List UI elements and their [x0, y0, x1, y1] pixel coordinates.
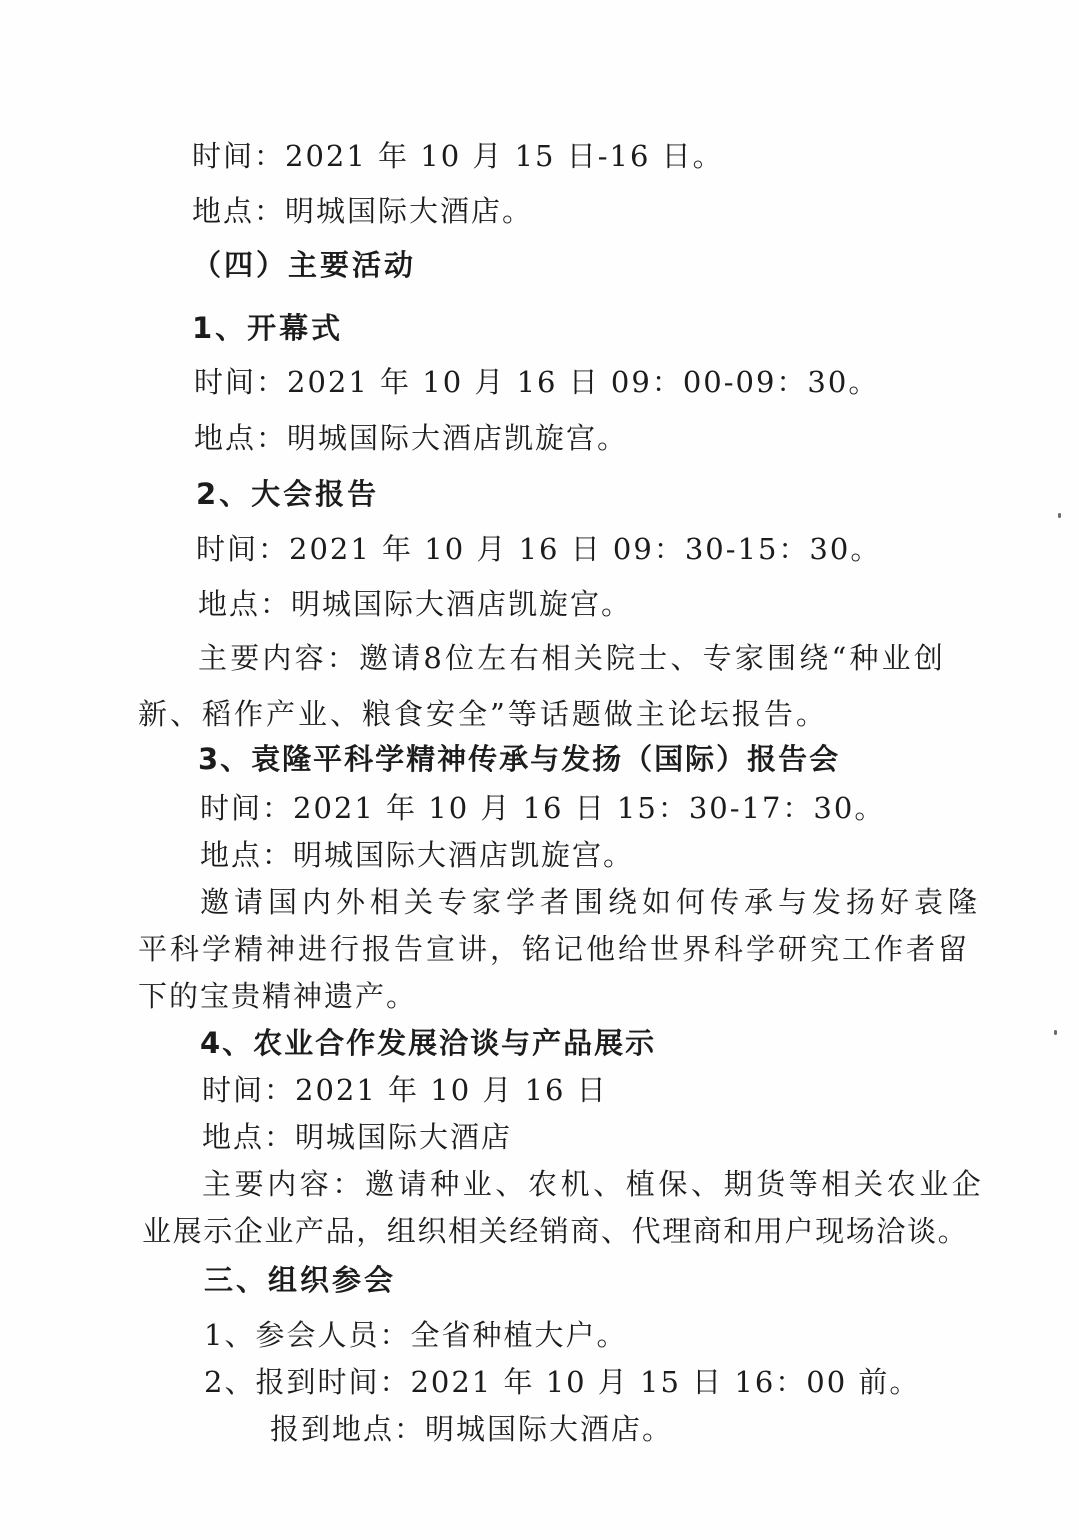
section-heading-attendance: 三、组织参会 — [204, 1263, 397, 1297]
activity-heading-cooperation: 4、农业合作发展洽谈与产品展示 — [200, 1026, 657, 1060]
attendance-participants: 1、参会人员：全省种植大户。 — [204, 1318, 628, 1352]
opening-time: 时间：2021 年 10 月 16 日 09：00-09：30。 — [194, 365, 880, 399]
attendance-registration-location: 报到地点：明城国际大酒店。 — [270, 1412, 674, 1446]
report-location: 地点：明城国际大酒店凯旋宫。 — [198, 587, 633, 621]
yuan-content-line-2: 平科学精神进行报告宣讲，铭记他给世界科学研究工作者留 — [138, 932, 971, 966]
activity-heading-report: 2、大会报告 — [196, 477, 380, 511]
event-location: 地点：明城国际大酒店。 — [192, 194, 534, 228]
scan-speck — [1058, 513, 1061, 518]
report-content-text-1: 主要内容：邀请8位左右相关院士、专家围绕“种业创 — [198, 641, 947, 675]
yuan-time: 时间：2021 年 10 月 16 日 15：30-17：30。 — [200, 791, 886, 825]
attendance-registration-time: 2、报到时间：2021 年 10 月 15 日 16：00 前。 — [204, 1365, 921, 1399]
section-heading-main-activities: （四）主要活动 — [192, 248, 417, 282]
cooperation-time: 时间：2021 年 10 月 16 日 — [202, 1073, 608, 1107]
report-content-line-2: 新、稻作产业、粮食安全”等话题做主论坛报告。 — [138, 697, 828, 731]
cooperation-content-line-1: 主要内容：邀请种业、农机、植保、期货等相关农业企 — [202, 1167, 985, 1201]
yuan-content-line-3: 下的宝贵精神遗产。 — [138, 979, 418, 1013]
event-time: 时间：2021 年 10 月 15 日-16 日。 — [192, 139, 724, 173]
cooperation-content-line-2: 业展示企业产品，组织相关经销商、代理商和用户现场洽谈。 — [142, 1214, 969, 1248]
yuan-content-line-1: 邀请国内外相关专家学者围绕如何传承与发扬好袁隆 — [200, 885, 983, 919]
opening-location: 地点：明城国际大酒店凯旋宫。 — [194, 421, 629, 455]
report-content-line-1 — [198, 638, 946, 678]
report-time: 时间：2021 年 10 月 16 日 09：30-15：30。 — [196, 532, 882, 566]
cooperation-location: 地点：明城国际大酒店 — [202, 1120, 513, 1154]
yuan-location: 地点：明城国际大酒店凯旋宫。 — [200, 838, 635, 872]
activity-heading-opening: 1、开幕式 — [192, 311, 344, 345]
scan-speck — [1054, 1030, 1057, 1035]
activity-heading-yuan-longping: 3、袁隆平科学精神传承与发扬（国际）报告会 — [198, 742, 841, 776]
